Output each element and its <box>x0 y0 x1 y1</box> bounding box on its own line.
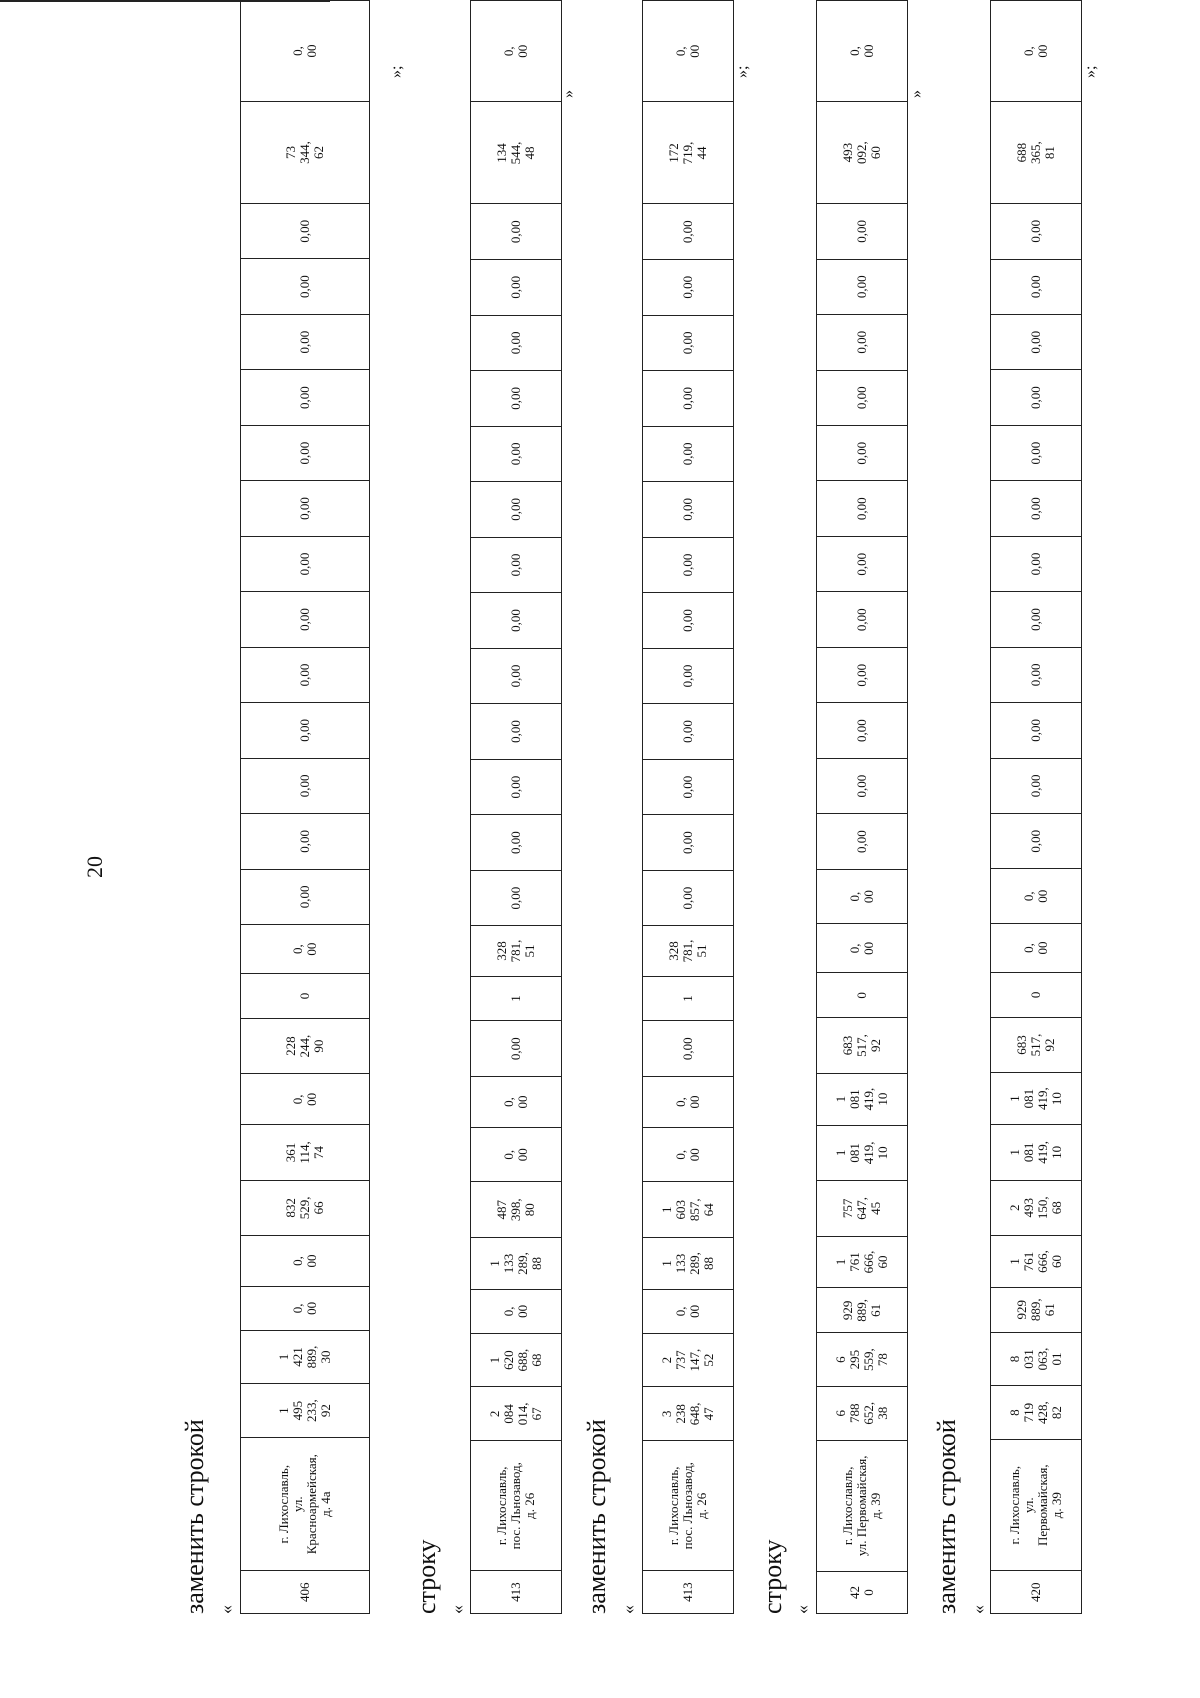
value-cell: 0,00 <box>241 647 370 702</box>
value-cell: 8 031 063, 01 <box>991 1332 1082 1386</box>
value-cell: 832 529, 66 <box>241 1180 370 1235</box>
value-cell: 0,00 <box>471 648 562 704</box>
value-cell: 0,00 <box>471 870 562 926</box>
value-cell: 6 788 652, 38 <box>817 1386 908 1440</box>
quote-close: » <box>908 90 925 98</box>
page-number: 20 <box>82 856 107 878</box>
value-cell: 0,00 <box>643 648 734 704</box>
value-cell: 361 114, 74 <box>241 1125 370 1180</box>
value-cell: 757 647, 45 <box>817 1181 908 1236</box>
row-number-cell: 413 <box>471 1571 562 1614</box>
value-cell: 328 781, 51 <box>471 926 562 976</box>
quote-close: »; <box>1082 65 1099 78</box>
value-cell: 0,00 <box>471 537 562 593</box>
value-cell: 0,00 <box>471 260 562 316</box>
value-cell: 0,00 <box>471 1021 562 1077</box>
value-cell: 0,00 <box>241 370 370 425</box>
value-cell: 0,00 <box>471 815 562 871</box>
value-cell: 0, 00 <box>817 869 908 923</box>
value-cell: 0,00 <box>241 203 370 258</box>
value-cell: 134 544, 48 <box>471 102 562 204</box>
table-row <box>240 0 370 1614</box>
value-cell: 0,00 <box>643 759 734 815</box>
quote-open: « <box>618 1605 638 1614</box>
value-cell: 1 603 857, 64 <box>643 1182 734 1238</box>
value-cell: 0,00 <box>241 481 370 536</box>
value-cell: 0,00 <box>471 593 562 649</box>
value-cell: 0, 00 <box>991 1 1082 102</box>
value-cell: 0,00 <box>643 593 734 649</box>
value-cell: 1 421 889, 30 <box>241 1330 370 1384</box>
caption-line: строку <box>412 1539 441 1614</box>
value-cell: 0,00 <box>817 370 908 425</box>
value-cell: 0,00 <box>991 204 1082 259</box>
value-cell: 0, 00 <box>991 869 1082 923</box>
value-cell: 0,00 <box>817 647 908 702</box>
quote-close: »; <box>734 65 751 78</box>
value-cell: 1 081 419, 10 <box>991 1125 1082 1180</box>
row-number-cell: 406 <box>241 1571 370 1614</box>
row-number-cell: 420 <box>991 1571 1082 1614</box>
value-cell: 0,00 <box>991 259 1082 314</box>
value-cell: 0,00 <box>471 204 562 260</box>
value-cell: 0, 00 <box>241 1 370 102</box>
value-cell: 0, 00 <box>241 1286 370 1330</box>
value-cell: 6 295 559, 78 <box>817 1333 908 1387</box>
table-row <box>470 0 562 1614</box>
value-cell: 0,00 <box>991 481 1082 536</box>
value-cell: 0,00 <box>241 703 370 758</box>
value-cell: 929 889, 61 <box>817 1288 908 1333</box>
quote-open: « <box>216 1605 236 1614</box>
quote-close: »; <box>388 65 405 78</box>
value-cell: 0,00 <box>643 815 734 871</box>
value-cell: 683 517, 92 <box>817 1018 908 1073</box>
value-cell: 0, 00 <box>817 924 908 973</box>
value-cell: 0,00 <box>241 869 370 924</box>
value-cell: 0,00 <box>643 870 734 926</box>
row-number-cell: 42 0 <box>817 1572 908 1614</box>
value-cell: 0,00 <box>991 758 1082 813</box>
value-cell: 1 133 289, 88 <box>643 1237 734 1289</box>
value-cell: 0,00 <box>817 758 908 813</box>
value-cell: 1 761 666, 60 <box>817 1236 908 1288</box>
value-cell: 0,00 <box>643 315 734 371</box>
value-cell: 0, 00 <box>471 1127 562 1182</box>
value-cell: 172 719, 44 <box>643 102 734 204</box>
value-cell: 0,00 <box>817 536 908 591</box>
value-cell: 0, 00 <box>241 1236 370 1287</box>
value-cell: 0, 00 <box>991 923 1082 972</box>
value-cell: 929 889, 61 <box>991 1287 1082 1332</box>
value-cell: 0, 00 <box>471 1289 562 1333</box>
value-cell: 0 <box>241 974 370 1019</box>
address-cell: г. Лихославль, пос. Льнозавод, д. 26 <box>471 1441 562 1571</box>
value-cell: 8 719 428, 82 <box>991 1386 1082 1440</box>
value-cell: 0, 00 <box>643 1289 734 1333</box>
value-cell: 0,00 <box>471 482 562 538</box>
value-cell: 1 495 233, 92 <box>241 1384 370 1438</box>
value-cell: 1 620 688, 68 <box>471 1333 562 1387</box>
value-cell: 0,00 <box>991 647 1082 702</box>
quote-close: » <box>560 90 577 98</box>
value-cell: 0,00 <box>471 704 562 760</box>
value-cell: 1 <box>471 976 562 1021</box>
value-cell: 73 344, 62 <box>241 102 370 204</box>
value-cell: 0,00 <box>817 814 908 869</box>
value-cell: 0,00 <box>241 425 370 480</box>
value-cell: 0,00 <box>241 592 370 647</box>
caption-replace-with: заменить строкой <box>932 1419 961 1614</box>
address-cell: г. Лихославль, ул. Красноармейская, д. 4а <box>241 1438 370 1571</box>
value-cell: 0,00 <box>817 259 908 314</box>
value-cell: 0, 00 <box>643 1127 734 1182</box>
value-cell: 0 <box>817 973 908 1018</box>
value-cell: 228 244, 90 <box>241 1018 370 1073</box>
value-cell: 0,00 <box>241 536 370 591</box>
value-cell: 0,00 <box>643 260 734 316</box>
value-cell: 2 493 150, 68 <box>991 1180 1082 1235</box>
quote-open: « <box>968 1605 988 1614</box>
value-cell: 1 081 419, 10 <box>817 1073 908 1125</box>
address-cell: г. Лихославль, ул. Первомайская, д. 39 <box>817 1440 908 1571</box>
value-cell: 0,00 <box>241 814 370 869</box>
value-cell: 0, 00 <box>643 1 734 102</box>
caption-replace-with: заменить строкой <box>582 1419 611 1614</box>
table-row <box>816 0 908 1614</box>
value-cell: 1 081 419, 10 <box>817 1125 908 1180</box>
value-cell: 0,00 <box>471 426 562 482</box>
value-cell: 0, 00 <box>471 1076 562 1127</box>
value-cell: 0,00 <box>817 703 908 758</box>
value-cell: 328 781, 51 <box>643 926 734 976</box>
value-cell: 0, 00 <box>817 1 908 102</box>
value-cell: 0,00 <box>241 314 370 369</box>
value-cell: 2 084 014, 67 <box>471 1387 562 1441</box>
value-cell: 0,00 <box>643 482 734 538</box>
value-cell: 688 365, 81 <box>991 102 1082 204</box>
value-cell: 0,00 <box>991 703 1082 758</box>
value-cell: 0,00 <box>643 537 734 593</box>
value-cell: 0,00 <box>817 315 908 370</box>
value-cell: 0, 00 <box>241 925 370 974</box>
row-number-cell: 413 <box>643 1571 734 1614</box>
value-cell: 0,00 <box>643 1021 734 1077</box>
caption-line: строку <box>758 1539 787 1614</box>
value-cell: 0,00 <box>991 536 1082 591</box>
value-cell: 1 133 289, 88 <box>471 1237 562 1289</box>
value-cell: 0,00 <box>643 704 734 760</box>
value-cell: 0, 00 <box>241 1074 370 1125</box>
value-cell: 0,00 <box>643 371 734 427</box>
address-cell: г. Лихославль, пос. Льнозавод, д. 26 <box>643 1441 734 1571</box>
value-cell: 0, 00 <box>471 1 562 102</box>
value-cell: 0,00 <box>991 370 1082 425</box>
value-cell: 0,00 <box>817 204 908 259</box>
value-cell: 0,00 <box>241 259 370 314</box>
value-cell: 0,00 <box>817 592 908 647</box>
caption-replace-with: заменить строкой <box>180 1419 209 1614</box>
value-cell: 3 238 648, 47 <box>643 1387 734 1441</box>
quote-open: « <box>447 1605 467 1614</box>
value-cell: 0,00 <box>241 758 370 813</box>
value-cell: 683 517, 92 <box>991 1017 1082 1072</box>
table-row <box>642 0 734 1614</box>
value-cell: 487 398, 80 <box>471 1182 562 1238</box>
value-cell: 0,00 <box>817 481 908 536</box>
value-cell: 1 081 419, 10 <box>991 1073 1082 1125</box>
value-cell: 0,00 <box>991 592 1082 647</box>
value-cell: 0,00 <box>471 759 562 815</box>
value-cell: 0,00 <box>643 426 734 482</box>
value-cell: 1 761 666, 60 <box>991 1236 1082 1288</box>
address-cell: г. Лихославль, ул. Первомайская, д. 39 <box>991 1439 1082 1570</box>
value-cell: 0,00 <box>817 426 908 481</box>
value-cell: 0, 00 <box>643 1076 734 1127</box>
value-cell: 493 092, 60 <box>817 102 908 204</box>
value-cell: 0 <box>991 972 1082 1017</box>
value-cell: 0,00 <box>471 371 562 427</box>
value-cell: 0,00 <box>643 204 734 260</box>
value-cell: 0,00 <box>991 425 1082 480</box>
quote-open: « <box>792 1605 812 1614</box>
value-cell: 2 737 147, 52 <box>643 1333 734 1387</box>
value-cell: 1 <box>643 976 734 1021</box>
value-cell: 0,00 <box>471 315 562 371</box>
value-cell: 0,00 <box>991 814 1082 869</box>
value-cell: 0,00 <box>991 314 1082 369</box>
table-row <box>990 0 1082 1614</box>
